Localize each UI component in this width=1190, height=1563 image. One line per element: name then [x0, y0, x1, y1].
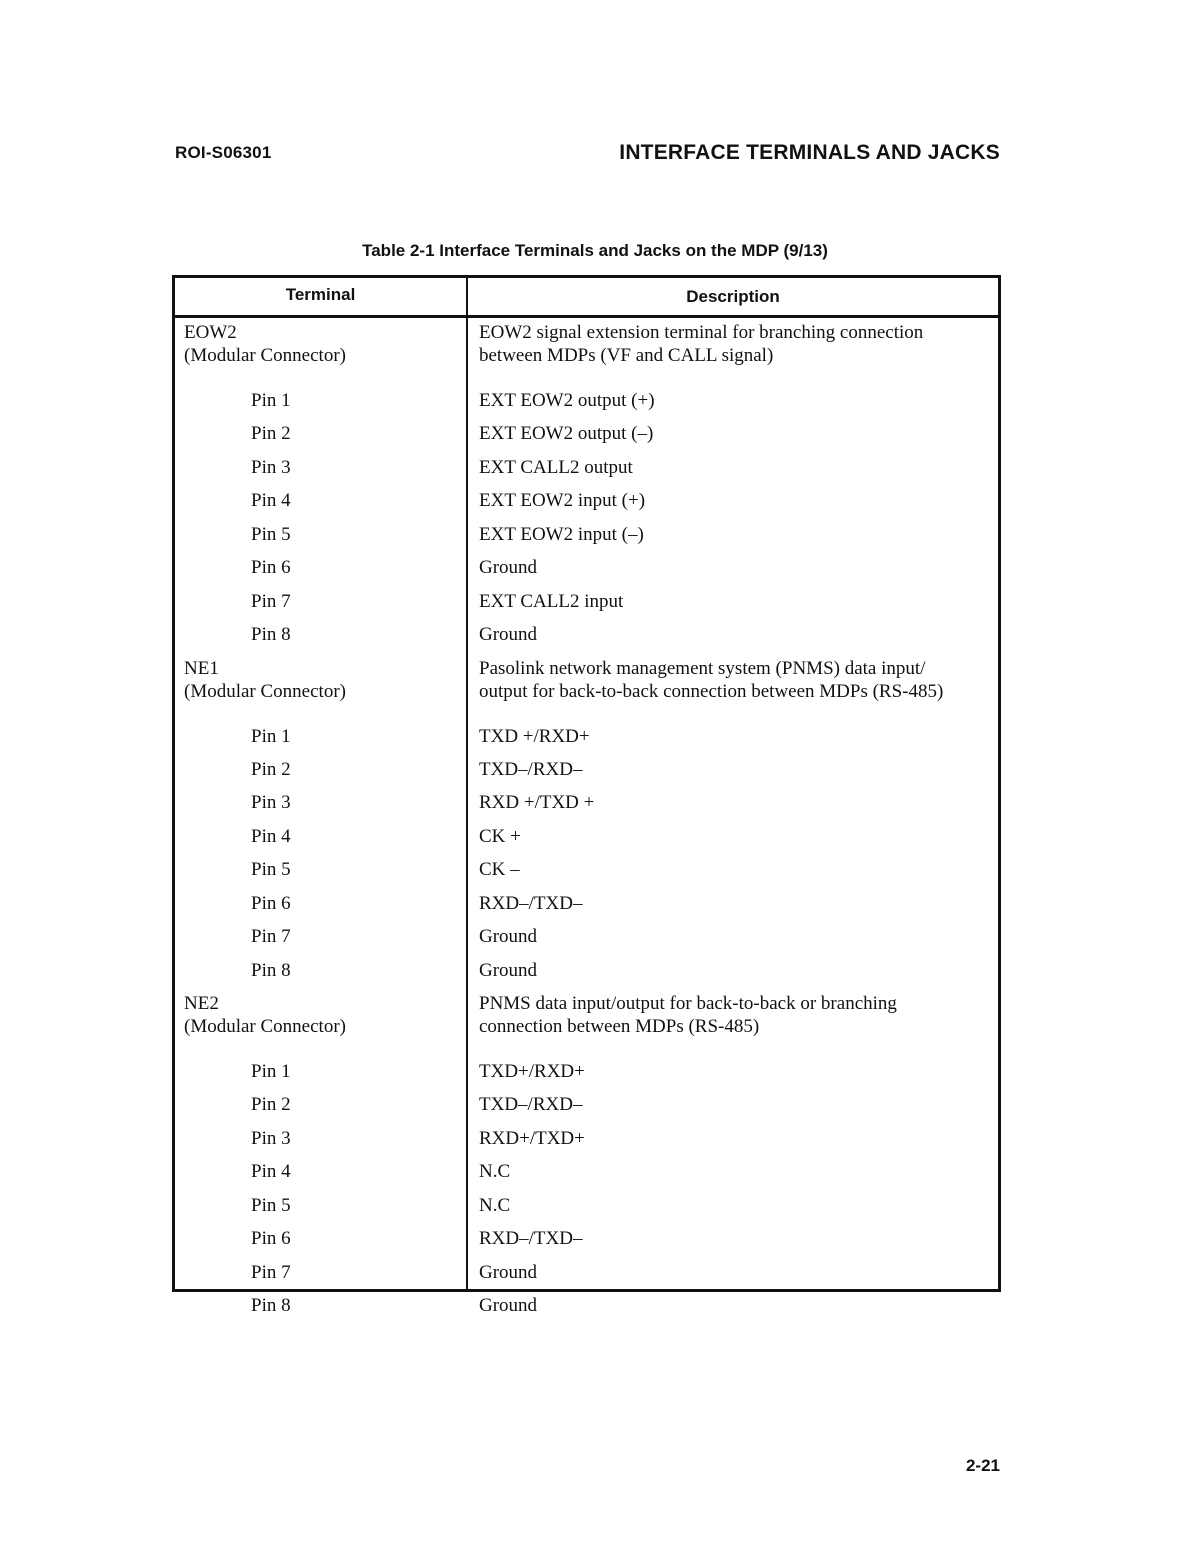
pin-row [175, 1261, 998, 1294]
terminal-description: CK + [479, 825, 521, 847]
column-header-description: Description [686, 287, 780, 306]
pin-row [175, 892, 998, 925]
terminal-description: Pasolink network management system (PNMS) data input/ output for back-to-back connection between MDPs (RS-485) [479, 657, 944, 702]
pin-label: Pin 7 [251, 926, 291, 948]
terminal-description: TXD +/RXD+ [479, 725, 590, 747]
terminal-description: TXD+/RXD+ [479, 1061, 585, 1082]
terminal-description: Ground [479, 959, 538, 981]
pin-label: Pin 2 [251, 758, 291, 780]
pin-label: Pin 6 [251, 892, 291, 914]
pin-label: Pin 4 [251, 490, 291, 512]
terminal-description: Ground [479, 557, 538, 579]
terminal-description: EXT EOW2 output (–) [479, 423, 654, 445]
pin-label: Pin 3 [251, 1127, 291, 1149]
terminal-name: NE2 (Modular Connector) [184, 993, 346, 1037]
terminal-description: Ground [479, 1261, 538, 1283]
pin-label: Pin 1 [251, 725, 291, 747]
column-header-terminal: Terminal [285, 285, 356, 304]
section-title: INTERFACE TERMINALS AND JACKS [619, 141, 1000, 164]
pin-label: Pin 6 [251, 1228, 291, 1250]
terminal-description: Ground [479, 1295, 538, 1317]
pin-row [175, 422, 998, 455]
pin-label: Pin 1 [251, 1061, 291, 1082]
terminal-description: Ground [479, 926, 538, 948]
terminal-description: EXT EOW2 input (–) [479, 523, 644, 545]
terminal-description: Ground [479, 624, 538, 646]
terminal-description: EXT CALL2 output [479, 456, 633, 478]
pin-label: Pin 3 [251, 456, 291, 478]
connector-group-row [175, 657, 998, 725]
pin-label: Pin 8 [251, 1295, 291, 1317]
pin-row [175, 791, 998, 824]
page-number: 2-21 [965, 1456, 1000, 1475]
terminal-description: RXD–/TXD– [479, 892, 583, 914]
pin-row [175, 556, 998, 589]
table-body [175, 321, 998, 1328]
pin-row [175, 925, 998, 958]
pin-label: Pin 8 [251, 959, 291, 981]
terminal-description: RXD–/TXD– [479, 1228, 583, 1250]
connector-group-row [175, 992, 998, 1060]
pin-label: Pin 7 [251, 590, 291, 612]
terminal-description: N.C [479, 1194, 511, 1216]
pin-row [175, 725, 998, 758]
terminal-name: EOW2 (Modular Connector) [184, 322, 346, 366]
terminal-description: TXD–/RXD– [479, 758, 583, 780]
terminal-description: N.C [479, 1161, 511, 1183]
pin-row [175, 959, 998, 992]
pin-label: Pin 6 [251, 557, 291, 579]
pin-label: Pin 5 [251, 859, 291, 881]
pin-row [175, 758, 998, 791]
terminal-description: PNMS data input/output for back-to-back or branching connection between MDPs (RS-485) [479, 993, 897, 1037]
pin-label: Pin 7 [251, 1261, 291, 1283]
pin-row [175, 456, 998, 489]
pin-row [175, 1093, 998, 1126]
pin-label: Pin 3 [251, 792, 291, 814]
pin-label: Pin 2 [251, 423, 291, 445]
pin-label: Pin 5 [251, 1194, 291, 1216]
terminal-description: EXT EOW2 output (+) [479, 390, 655, 411]
terminal-name: NE1 (Modular Connector) [184, 657, 346, 702]
pin-label: Pin 2 [251, 1094, 291, 1116]
pin-label: Pin 4 [251, 1161, 291, 1183]
terminal-description: EXT EOW2 input (+) [479, 490, 646, 512]
terminal-description: TXD–/RXD– [479, 1094, 583, 1116]
terminals-table [172, 275, 1001, 1317]
terminal-description: EOW2 signal extension terminal for branching connection between MDPs (VF and CALL signal) [479, 322, 924, 366]
pin-row [175, 590, 998, 623]
pin-row [175, 858, 998, 891]
pin-row [175, 489, 998, 522]
pin-row [175, 623, 998, 656]
connector-group-row [175, 321, 998, 389]
pin-label: Pin 1 [251, 390, 291, 411]
terminal-description: EXT CALL2 input [479, 590, 624, 612]
pin-row [175, 1227, 998, 1260]
pin-label: Pin 5 [251, 523, 291, 545]
pin-row [175, 389, 998, 422]
pin-row [175, 1160, 998, 1193]
pin-row [175, 523, 998, 556]
table-header-row [175, 278, 998, 318]
pin-row [175, 1294, 998, 1327]
pin-row [175, 1060, 998, 1093]
pin-label: Pin 8 [251, 624, 291, 646]
pin-label: Pin 4 [251, 825, 291, 847]
pin-row [175, 1127, 998, 1160]
document-id: ROI-S06301 [175, 143, 272, 162]
terminal-description: CK – [479, 859, 520, 881]
pin-row [175, 825, 998, 858]
pin-row [175, 1194, 998, 1227]
table-caption: Table 2-1 Interface Terminals and Jacks on the MDP (9/13) [362, 241, 828, 260]
terminal-description: RXD+/TXD+ [479, 1127, 585, 1149]
terminal-description: RXD +/TXD + [479, 792, 595, 814]
